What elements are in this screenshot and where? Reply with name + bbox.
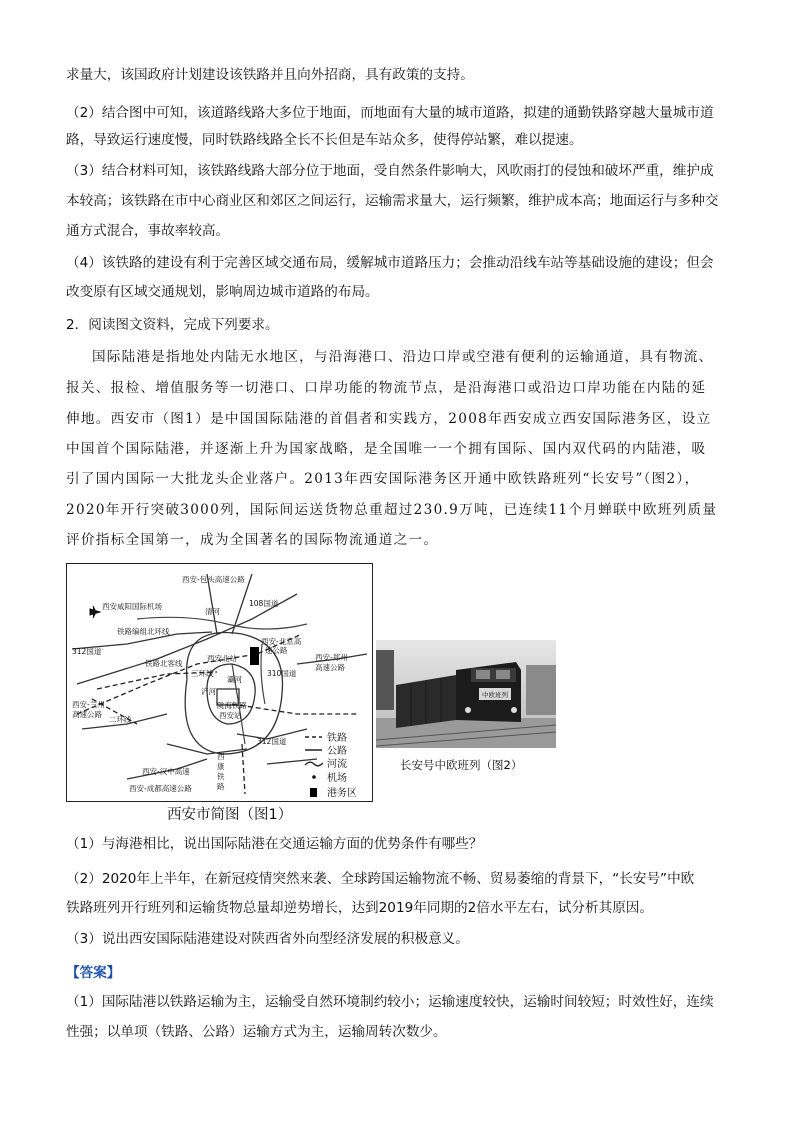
map-legend	[305, 731, 357, 799]
material-line-7: 评价指标全国第一，成为全国著名的国际物流通道之一。	[66, 532, 439, 548]
label-qinghe: 清河	[205, 607, 220, 616]
label-xianbei: 西安北站	[207, 654, 237, 663]
label-lanzhou1: 西安-兰州	[72, 700, 105, 709]
label-ring2: 二环线	[109, 715, 132, 724]
question-3: （3）说出西安国际陆港建设对陕西省外向型经济发展的积极意义。	[66, 931, 469, 947]
label-railhub: 铁路编组北环线	[117, 627, 170, 636]
section-2-heading: 2．阅读图文资料，完成下列要求。	[66, 317, 279, 333]
label-longhai2: 西安站	[219, 711, 242, 720]
label-g310: 310国道	[267, 669, 297, 678]
xian-map-figure	[66, 563, 373, 802]
label-airport: 西安咸阳国际机场	[102, 602, 162, 611]
answer-q4-line2: 改变原有区域交通规划，影响周边城市道路的布局。	[66, 284, 379, 300]
legend-port-area: 港务区	[327, 788, 357, 799]
label-bahe: 灞河	[227, 675, 242, 684]
material-line-3: 伸地。西安市（图1）是中国国际陆港的首倡者和实践方，2008年西安成立西安国际港务区，设立	[66, 411, 712, 427]
legend-airport: 机场	[327, 773, 347, 784]
legend-river: 河流	[327, 759, 347, 770]
label-chengdu: 西安-成都高速公路	[129, 784, 192, 793]
answer-q3-line1: （3）结合材料可知，该铁路线路大部分位于地面，受自然条件影响大，风吹雨打的侵蚀和破坏严重，维护成	[66, 163, 714, 179]
label-ring3: 三环线	[191, 669, 214, 678]
label-zhengzhou2: 高速公路	[315, 663, 345, 672]
answer-1-line1: （1）国际陆港以铁路运输为主，运输受自然环境制约较小；运输速度较快，运输时间较短；时效性好，连续	[66, 994, 714, 1010]
label-baotou: 西安-包头高速公路	[182, 575, 245, 584]
legend-road: 公路	[327, 746, 347, 757]
photo-caption: 长安号中欧班列（图2）	[400, 758, 523, 772]
label-g312b: 312国道	[257, 737, 287, 746]
material-line-5: 引了国内国际一大批龙头企业落户。2013年西安国际港务区开通中欧铁路班列“长安号”（图2），	[66, 471, 700, 487]
label-chanhe: 浐河	[201, 687, 216, 696]
answer-tag: 【答案】	[66, 965, 121, 981]
label-xikang-4: 路	[217, 782, 225, 791]
label-railnorth: 铁路北客线	[145, 659, 183, 668]
answer-q2-line2: 路，导致运行速度慢，同时铁路线路全长不长但是车站众多，使得停站繁，难以提速。	[66, 132, 583, 148]
answer-q3-line3: 通方式混合，事故率较高。	[66, 223, 230, 239]
answer-q3-line2: 本较高；该铁路在市中心商业区和郊区之间运行，运输需求量大，运行频繁，维护成本高；地面运行与多种交	[66, 193, 719, 209]
material-line-1: 国际陆港是指地处内陆无水地区，与沿海港口、沿边口岸或空港有便利的运输通道，具有物流、	[92, 349, 714, 365]
label-zhengzhou1: 西安-郑州	[315, 653, 348, 662]
label-beijing2: 速公路	[265, 646, 288, 655]
answer-q4-line1: （4）该铁路的建设有利于完善区域交通布局，缓解城市道路压力；会推动沿线车站等基础设施的建设；但会	[66, 255, 714, 271]
map-caption: 西安市简图（图1）	[167, 807, 293, 823]
question-2-line1: （2）2020年上半年，在新冠疫情突然来袭、全球跨国运输物流不畅、贸易萎缩的背景下，“长安号”中欧	[66, 871, 695, 887]
question-2-line2: 铁路班列开行班列和运输货物总量却逆势增长，达到2019年同期的2倍水平左右，试分析其原因。	[66, 900, 653, 916]
material-line-4: 中国首个国际陆港，并逐渐上升为国家战略，是全国唯一一个拥有国际、国内双代码的内陆港，吸	[66, 441, 707, 457]
label-hanzhong: 西安-汉中高速	[142, 767, 190, 776]
locomotive-plate: 中欧班列	[482, 691, 508, 699]
question-1: （1）与海港相比，说出国际陆港在交通运输方面的优势条件有哪些？	[66, 836, 483, 852]
label-g108: 108国道	[249, 599, 279, 608]
train-photo	[376, 640, 556, 748]
material-line-6: 2020年开行突破3000列，国际间运送货物总重超过230.9万吨，已连续11个月蝉联中欧班列质量	[66, 502, 718, 518]
para-top1: 求量大，该国政府计划建设该铁路并且向外招商，具有政策的支持。	[66, 67, 474, 83]
port-area-marker	[250, 647, 259, 665]
answer-q2-line1: （2）结合图中可知，该道路线路大多位于地面，而地面有大量的城市道路，拟建的通勤铁路穿越大量城市道	[66, 105, 714, 121]
legend-railway: 铁路	[327, 733, 347, 744]
airport-icon	[90, 606, 100, 618]
answer-1-line2: 性强；以单项（铁路、公路）运输方式为主，运输周转次数少。	[66, 1024, 447, 1040]
label-g312a: 312国道	[72, 647, 102, 656]
xian-map-svg	[67, 564, 372, 801]
train-photo-svg	[376, 640, 556, 748]
material-line-2: 报关、报检、增值服务等一切港口、口岸功能的物流节点，是沿海港口或沿边口岸功能在内陆的延	[66, 380, 707, 396]
label-xikang-2: 康	[217, 762, 225, 771]
label-beijing1: 西安-北京高	[261, 637, 302, 646]
label-xikang-3: 铁	[217, 772, 225, 781]
label-longhai1: 陇海铁路	[217, 701, 247, 710]
label-xikang-1: 西	[217, 752, 225, 761]
label-lanzhou2: 高速公路	[72, 710, 102, 719]
